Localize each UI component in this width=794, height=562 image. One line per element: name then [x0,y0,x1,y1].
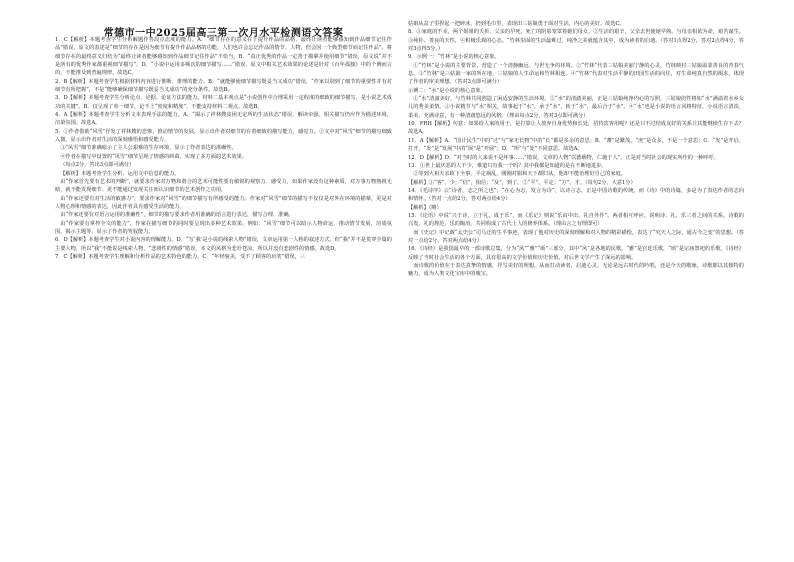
paragraph: ④作者在描写中设置的“风雪”细节呈现了情感的纠葛，实现了多方面的艺术效果。 [60,153,248,160]
paragraph: 由“作家首先要有艺术的判断”，就要求作家对万物和谐合的艺术可能性要有敏锐的观察力、感受力，如果作家没有这种素质，对万事万物熟视无睹，就不能发现细节、更不能通过发现关注而认识细节的艺术创作之功用。 [55,178,392,194]
paragraph: 7．C【解析】本题考查学生理解和分析作品的艺术特色的能力。C．“年轻貌美，受不了顾客的玩笑”错误，三 [55,253,305,260]
paragraph: 10．FRH【解析】句意：如果给人家的用于，是打算让人放弃自身优势和长处，招待宾客用呢？还是只不过结成友好的关系让其能继续生存下去？故选A。 [408,121,744,136]
left-column [55,36,392,554]
paragraph: 4．A【解析】本题考查学生分析文本表现手法的能力。A．“揭示了祥林嫂贫困无定所的生活状态”错误，解读牵强。相关描写仍应作为描述环境，渲染氛围。故选A。 [55,112,392,127]
paragraph: 由“作家还要有对生活的敏感力”，要求作家对“风雪”的细节描写有所感受的能力；作家对“风雪”细节的描写不仅仅是对外在环境的描摹，更是对人物心理和情感的表达，因此作者具有感受生活的能力。 [55,195,392,210]
paragraph: 由“作家还要有对语言运用的准确性”，细节的描写要求作者用准确的语言进行表达，描写合理、准确。 [60,212,294,219]
paragraph: 姑娘从盆子里捏起一把碎冰，扔到毛巾里，表现出三姑娘勇于面对生活，内心的美好。故选C。 [408,21,625,27]
paragraph: 16．《诗经》是我国最早的一部诗歌总集，分为“风”“雅”“颂”三部分，其中“风”是各地的民歌，“雅”是宫廷乐歌，“颂”是宗庙祭祀的乐歌。《诗经》反映了当时社会生活的各个方面，具有很高的文学价值和历史价值，对后世文学产生了深远的影响。 [408,246,744,261]
paragraph: 【解析】（略） [408,204,442,211]
paragraph: 11．A【解析】A．“国计民生”中的“过”与“家无长物”中的“长”都是多余的意思；B．“蕃”是繁茂，“庶”是众多，不是一个意思；C．“发”是开启、打开，“发”是“发展”中的“展”是“开展”；D．“所”与“处”不同意思。故选A。 [408,137,744,153]
paragraph: 13．①世上最厌恶的人不少，难道只有我一个吗？其中我都是知道的是在不断地进步。 [408,162,607,169]
paragraph: 12．D【解析】D．“对当时的人来说不是坏事……”错误，文章的人物“以德载物，仁施于人”，正是对当时社会的现实所作的一种呼吁。 [408,154,719,161]
paragraph: 3．D【解析】本题考查学生分析论点、论据、论证方法的能力。材料二基本观点是“小说创作中合理采用一定程度的细致的细节描写，是小说艺术成功的关键”。B．仅呈现了单一细节，论不上“密度和精度”，不能支持材料二观点。故选B。 [55,95,392,110]
paragraph: 2．B【解析】本题考查学生根据材料内容进行推断、推理的能力。B．“就能够使细节描写既妥当又成功”错误，“作家以别到了细节的重要性并有对细节有所把握”，不是“能够确保细节描写既妥当又成功”的充分条件。故选B。 [55,78,392,94]
paragraph: 而《史记》中记载“太史公”司马迁的生平事迹，表现了他对历史的深刻理解和对人物的精彩描绘，表达了“究天人之际，通古今之变”的思想。（答对一点给2分，答对两点给4分） [408,229,744,244]
paragraph: 9．示例一：“竹林”是小说的核心意象。 [408,54,500,61]
paragraph: 【解析】①“客”，少；“信”，相信；“及”，到了。②“平”，平定；“方”，才。（每句2分，大意1分） [408,179,636,186]
paragraph: 6．D【解析】本题考查学生对小说内容的理解能力。D．“写‘我’是小说的线索人物”错误，文章运用第一人称的叙述方式，但“我”并不是贯穿全篇的主要人物，所以“我”不能说是线索人物，“悲剧性的情感”错误，本文的风格为悲壮苍凉，所以并没有悲剧性的情感。故选D。 [55,237,392,252]
paragraph: 【解析】本题考查学生分析、运用文中信息的能力。 [60,170,180,177]
page-title: 常德市一中2025届高三第一次月水平检测语文答案 [103,28,344,39]
paragraph: 由“作家要有掌控全文的能力”，作家在描写细节的同时要呈现出多种艺术效果，例如：“风雪”细节可以暗示人物命运，推动情节发展，渲染氛围，揭示主题等，显示了作者的驾驭能力。 [55,220,392,235]
paragraph: ①“竹林”是小说的主要背景，营造了一个清静幽远、与世无争的环境。②“竹林”代表三姑娘美丽宁静的心灵，竹林映衬三姑娘温柔善良的青春气息。③“竹林”是三姑娘一家的所在地，三姑娘的人生命运和竹林相连。④“竹林”代表对生活平静的田园生活的向往，对生命纯真自然的渴求，体现了作者的审美理想。（答对3点即可满分） [408,62,744,86]
paragraph: ③“风雪”细节准确暗示了主人公艰难的生存环境，显示了作者表达的准确性。 [60,145,237,152]
paragraph: 示例二：“水”是小说的核心意象。 [408,87,486,94]
paragraph: 15．《论语》中说“兴于诗，立于礼，成于乐”，而《乐记》则说“乐由中出，礼自外作”。两者相互呼应，说明诗、礼、乐三者之间的关系。诗歌的兴发，礼的规范，乐的陶冶，共同构成了古代士人的修养体系。（理由言之有理即可） [408,212,744,228]
paragraph: 14．《毛诗序》云“诗者，志之所之也”，“在心为志，发言为诗”，以诗言志，正是中国诗歌的传统，而《诗》中的诗篇，多是为了表达作者的志向和情怀。（答对一点给2分，答对两点给4分） [408,187,744,203]
paragraph: （每点2分，答出3点即可满分） [60,162,135,169]
paragraph: 而诗歌的价值在于表达真挚的情感，抒写美好的理想，从而打动读者，启迪心灵。无论是远古时代的吟唱，还是今天的歌咏，诗歌都以其独特的魅力，成为人类文化宝库中的瑰宝。 [408,262,744,278]
paragraph: 1．C【解析】本题考查学生分析解题作答段点态度的能力。A．“细节存在的意义在于提升作品的品格，最终让读者能够感知到作品细节记住作品”错误，原文的表述是“细节的存在是因为细节有提升作品品格的功能，人们也许会忘记作品的情节、人物，但会因一个典型细节而记住作品”，将细节存在的最终意义归结为“最终让读者能够感知到作品细节记住作品”不恰当。B．“真正优秀的作品一定善于描摹并使用细节”错误，原文说“并不是所有的优秀作家都重视细节描写”。D．“小说中运用多频次的细节描写……”错误，原文中相关艺术效果的论述是针对《百年孤独》中的个例而言的，不能推及到普遍规律。故选C。 [55,37,392,77]
paragraph: ①“水”清澈美好，与竹林共同创造了闲适安静的生活环境。②“水”的清澈美丽，正是三姑娘纯净内心的写照，三姑娘的性格如“水”满溢着水乡女儿的秀美柔情。③小说精节与“水”相关，故事起于“水”，承于“水”，转于“水”，最后合于“水”。④“水”也是小说的语言风格特征，小说语言清淡、柔美，充满诗意，有一种清澈悠远的风格。（理由每点2分，答对3点即可满分） [408,96,744,119]
paragraph: 8．①家庭的不幸，两个姐姐的夭折，父亲的早死，死亡的阴影笼罩着她们母女。②生活的艰辛，父亲去世使她早熟，与母亲相依为命，艰苦谋生。③纯朴、善良的天性，④积极乐观的心态。“竹林里面的生活最难过，纯净之美就蕴含其中，成为读者的启迪。（答对1点得2分，答对2点得4分，答对3点得5分。） [408,29,744,53]
paragraph: ②等到大祖夫亲政下全事，平定祸乱，刚刚对服和天下都归从，他却不能治理好自己的家庭。 [413,171,626,178]
right-column [408,20,744,554]
paragraph: 5．①作者借助“风雪”抒发了祥林嫂的悲惨，推动情节的发展，显示出作者对细节的有着细致的描写能力，感觉力。②文中对“风雪”细节的描写细致入微，显示出作者对生活的深刻感悟和感受能力。 [55,128,392,144]
